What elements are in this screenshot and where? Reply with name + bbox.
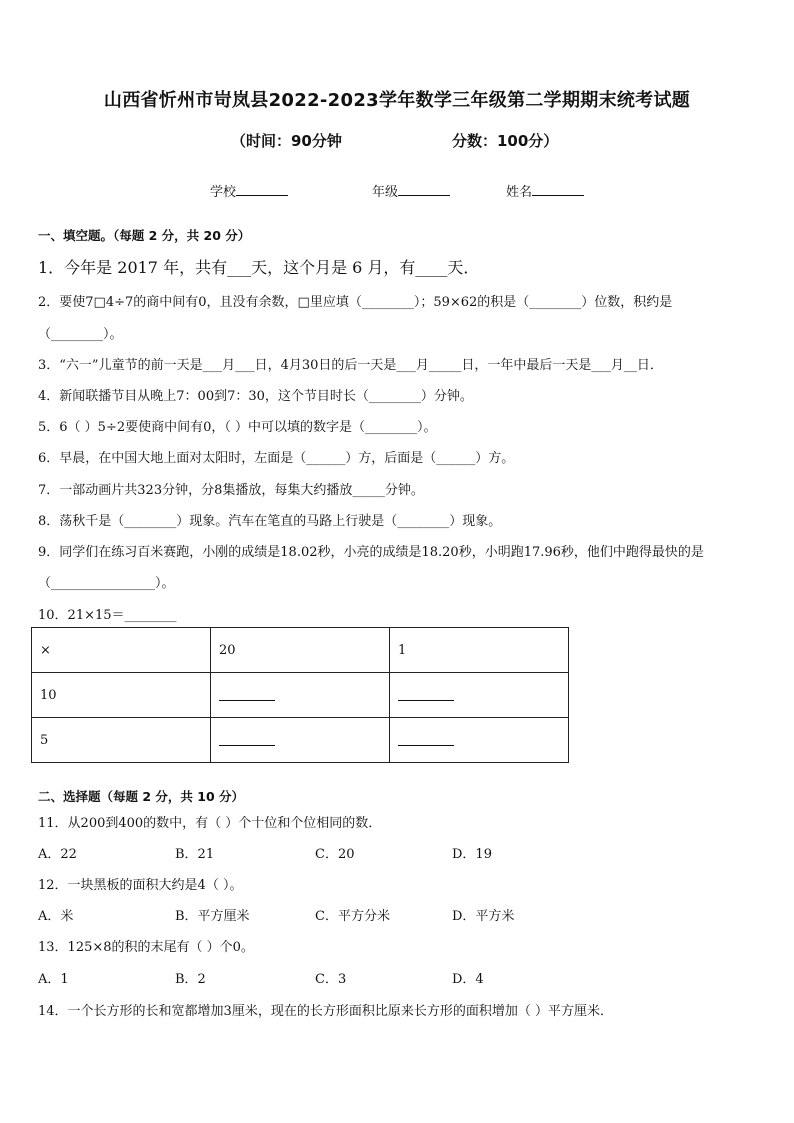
page-title: 山西省忻州市岢岚县2022-2023学年数学三年级第二学期期末统考试题 bbox=[103, 90, 691, 111]
question-2-line-1: 2．要使7□4÷7的商中间有0，且没有余数，□里应填（________）；59×62的积是（________）位数，积约是 bbox=[38, 295, 673, 310]
table-answer-cell[interactable] bbox=[390, 718, 569, 763]
exam-score: 分数：100分） bbox=[452, 132, 559, 150]
section-2-heading: 二、选择题（每题 2 分，共 10 分） bbox=[38, 789, 245, 804]
table-header-cell: 20 bbox=[211, 628, 390, 673]
school-label: 学校 bbox=[210, 185, 237, 200]
table-header-cell: × bbox=[32, 628, 211, 673]
question-3: 3．“六一”儿童节的前一天是___月___日，4月30日的后一天是___月_____日，一年中最后一天是___月__日． bbox=[38, 358, 663, 373]
question-13: 13．125×8的积的末尾有（ ）个0。 bbox=[38, 940, 254, 955]
grade-label: 年级 bbox=[372, 185, 399, 200]
table-row-label: 5 bbox=[32, 718, 211, 763]
question-10: 10．21×15＝________ bbox=[38, 608, 177, 623]
answer-blank[interactable] bbox=[398, 686, 454, 701]
option-b[interactable]: B．21 bbox=[175, 847, 215, 862]
question-1: 1．今年是 2017 年，共有___天，这个月是 6 月，有____天． bbox=[38, 258, 480, 277]
multiplication-table bbox=[31, 627, 569, 763]
option-c[interactable]: C．3 bbox=[315, 972, 347, 987]
option-d[interactable]: D．19 bbox=[452, 847, 492, 862]
option-d[interactable]: D．4 bbox=[452, 972, 484, 987]
answer-blank[interactable] bbox=[398, 731, 454, 746]
school-field bbox=[210, 181, 288, 200]
question-6: 6．早晨，在中国大地上面对太阳时，左面是（______）方，后面是（______）方。 bbox=[38, 451, 515, 466]
question-5: 5．6（ ）5÷2要使商中间有0，（ ）中可以填的数字是（________）。 bbox=[38, 420, 437, 435]
table-row-label: 10 bbox=[32, 673, 211, 718]
exam-time: （时间：90分钟 bbox=[231, 132, 342, 150]
name-field bbox=[506, 181, 584, 200]
answer-blank[interactable] bbox=[219, 731, 275, 746]
question-12: 12．一块黑板的面积大约是4（ ）。 bbox=[38, 878, 243, 893]
option-c[interactable]: C．20 bbox=[315, 847, 355, 862]
grade-field bbox=[372, 181, 450, 200]
answer-blank[interactable] bbox=[219, 686, 275, 701]
section-1-heading: 一、填空题。（每题 2 分，共 20 分） bbox=[38, 228, 251, 243]
grade-blank[interactable] bbox=[398, 182, 450, 196]
option-a[interactable]: A．米 bbox=[38, 909, 74, 924]
name-label: 姓名 bbox=[506, 185, 533, 200]
table-answer-cell[interactable] bbox=[211, 718, 390, 763]
table-row bbox=[32, 628, 569, 673]
option-c[interactable]: C．平方分米 bbox=[315, 909, 390, 924]
question-2-line-2: （________）。 bbox=[38, 327, 123, 342]
question-11: 11．从200到400的数中，有（ ）个十位和个位相同的数． bbox=[38, 816, 382, 831]
option-d[interactable]: D．平方米 bbox=[452, 909, 515, 924]
question-14: 14．一个长方形的长和宽都增加3厘米，现在的长方形面积比原来长方形的面积增加（ ）平方厘米． bbox=[38, 1004, 613, 1019]
table-answer-cell[interactable] bbox=[211, 673, 390, 718]
question-7: 7．一部动画片共323分钟，分8集播放，每集大约播放_____分钟。 bbox=[38, 483, 424, 498]
option-b[interactable]: B．2 bbox=[175, 972, 206, 987]
option-a[interactable]: A．1 bbox=[38, 972, 69, 987]
question-9-line-2: （________________）。 bbox=[38, 576, 175, 591]
option-b[interactable]: B．平方厘米 bbox=[175, 909, 250, 924]
school-blank[interactable] bbox=[236, 182, 288, 196]
table-row bbox=[32, 673, 569, 718]
option-a[interactable]: A．22 bbox=[38, 847, 77, 862]
table-answer-cell[interactable] bbox=[390, 673, 569, 718]
question-4: 4．新闻联播节目从晚上7：00到7：30，这个节目时长（________）分钟。 bbox=[38, 389, 473, 404]
question-9-line-1: 9．同学们在练习百米赛跑，小刚的成绩是18.02秒，小亮的成绩是18.20秒，小明跑17.96秒，他们中跑得最快的是 bbox=[38, 545, 704, 560]
table-row bbox=[32, 718, 569, 763]
table-header-cell: 1 bbox=[390, 628, 569, 673]
question-8: 8．荡秋千是（________）现象。汽车在笔直的马路上行驶是（________）现象。 bbox=[38, 514, 502, 529]
name-blank[interactable] bbox=[532, 182, 584, 196]
